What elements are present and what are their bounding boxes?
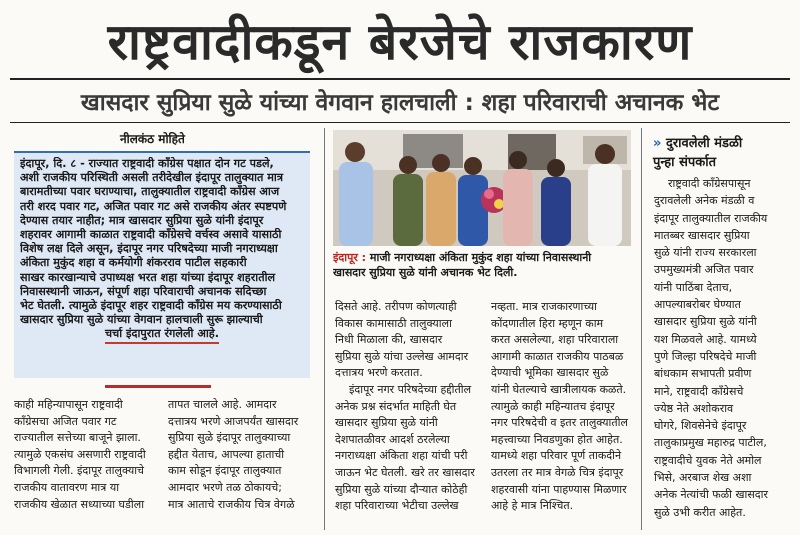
body-line: मात्र आताचे राजकीय चित्र वेगळे bbox=[168, 497, 295, 511]
sidebar-heading bbox=[653, 134, 791, 172]
body-line: खासदार सुप्रिया सुळे यांनी bbox=[654, 315, 757, 329]
body-column-4 bbox=[491, 299, 635, 515]
body-line: तापत चालले आहे. आमदार bbox=[168, 398, 277, 411]
body-line: राष्ट्रवादीचे युवक नेते अमोल bbox=[654, 453, 762, 467]
sidebar-column bbox=[654, 175, 794, 521]
body-line: सुळे उभी करीत आहेत. bbox=[654, 505, 746, 519]
subheadline: खासदार सुप्रिया सुळे यांच्या वेगवान हालचाली : शहा परिवाराची अचानक भेट bbox=[80, 90, 720, 116]
group-photo-image bbox=[333, 130, 631, 246]
lead-line: साखर कारखान्याचे उपाध्यक्ष भरत शहा यांच्या इंदापूर शहरातील bbox=[20, 270, 276, 284]
sidebar-heading-line: दुरावलेली मंडळी bbox=[665, 136, 743, 151]
lead-line: बारामतीच्या पवार घराण्याचा, तालुक्यातील राष्ट्रवादी कॉंग्रेस आज bbox=[20, 185, 280, 199]
body-line: ज्येष्ठ नेते अशोकराव bbox=[654, 401, 734, 415]
lead-paragraph bbox=[14, 151, 310, 378]
body-line: नव्हता. मात्र राजकारणाच्या bbox=[491, 300, 597, 313]
body-line: तालुकाप्रमुख महारुद्र पाटील, bbox=[654, 436, 767, 450]
body-line: हद्दीत येताच, आपल्या हाताची bbox=[168, 447, 285, 461]
body-line: देण्याची भूमिका खासदार सुळे bbox=[491, 366, 609, 380]
body-line: करत असलेल्या, शहा परिवाराला bbox=[491, 333, 619, 347]
body-line: उपमुख्यमंत्री अजित पवार bbox=[654, 263, 754, 277]
body-line: सुप्रिया सुळे यांचा उल्लेख आमदार bbox=[335, 349, 469, 363]
body-line: त्यामुळे एकसंघ असणारी राष्ट्रवादी bbox=[14, 447, 146, 461]
subhead-rule bbox=[10, 122, 790, 123]
caption-place: इंदापूर : bbox=[333, 251, 367, 264]
body-line: इंदापूर तालुक्यातील राजकीय bbox=[654, 211, 768, 225]
column-divider bbox=[641, 128, 642, 530]
lead-line: इंदापूर, दि. ८ - राज्यात राष्ट्रवादी कॉंग्रेस पक्षात दोन गट पडले, bbox=[20, 157, 274, 170]
body-line: राज्यातील सत्तेच्या बाजूने झाला. bbox=[14, 431, 141, 445]
body-line: भिसे, अरबाज शेख अशा bbox=[654, 471, 752, 485]
body-column-3 bbox=[335, 299, 483, 515]
lead-line: शहरावर आगामी काळात राष्ट्रवादी कॉंग्रेसचे वर्चस्व असावे यासाठी bbox=[20, 228, 282, 242]
caption-line: माजी नगराध्यक्षा अंकिता मुकुंद शहा यांच्या निवासस्थानी bbox=[369, 251, 592, 264]
body-line: राजकीय वातावरण मात्र या bbox=[14, 480, 120, 494]
body-line: सुप्रिया सुळे इंदापूर तालुक्याच्या bbox=[168, 431, 291, 445]
body-line: शहा परिवाराच्या भेटीचा उल्लेख bbox=[335, 499, 459, 513]
body-line: विकास कामासाठी तालुक्याला bbox=[335, 316, 452, 330]
lead-line: तरी शरद पवार गट, अजित पवार गट असे राजकीय अंतर स्पष्टपणे bbox=[20, 199, 287, 213]
body-line: दत्तात्रय भरणे आजपर्यंत खासदार bbox=[168, 414, 299, 428]
byline: नीलकंठ मोहिते bbox=[120, 132, 185, 146]
body-line: यांनी पाठिंबा देताच, bbox=[654, 280, 733, 294]
body-line: दिसते आहे. तरीपण कोणत्याही bbox=[335, 300, 457, 313]
body-line: पुणे जिल्हा परिषदेचे माजी bbox=[654, 349, 757, 363]
body-line: मातब्बर खासदार सुप्रिया bbox=[654, 228, 750, 242]
lead-line: निवासस्थानी जाऊन, संपूर्ण शहा परिवाराची अचानक सदिच्छा bbox=[20, 284, 267, 298]
body-line: बांधकाम सभापती प्रवीण bbox=[654, 367, 752, 381]
body-line: घोगरे, शिवसेनेचे इंदापूर bbox=[654, 419, 747, 433]
body-line: कोंदणातील हिरा म्हणून काम bbox=[491, 316, 604, 330]
body-line: नगराध्यक्षा अंकिता शहा यांची परी bbox=[335, 449, 468, 463]
headline-rule bbox=[10, 78, 790, 80]
body-line: महत्त्वाच्या निवडणुका होत आहेत. bbox=[491, 432, 623, 446]
body-line: इंदापूर नगर परिषदेच्या हद्दीतील bbox=[349, 382, 472, 396]
lead-line: खासदार सुप्रिया सुळे यांच्या वेगवान हालचाली सुरू झाल्याची bbox=[20, 313, 263, 327]
body-line: कॉंग्रेसचा अजित पवार गट bbox=[14, 414, 117, 428]
body-line: विभागली गेली. इंदापूर तालुक्याचे bbox=[14, 464, 145, 478]
news-photo bbox=[333, 130, 631, 246]
body-line: आमदार भरणे तळ ठोकायचे; bbox=[168, 480, 282, 494]
body-line: त्यामुळे काही महिन्यातच इंदापूर bbox=[491, 399, 615, 413]
body-line: खासदार सुप्रिया सुळे यांनी bbox=[335, 416, 438, 430]
body-line: निधी मिळाला की, खासदार bbox=[335, 333, 443, 347]
body-line: सुळे यांनी राज्य सरकारला bbox=[654, 246, 757, 260]
body-line: काम सोडून इंदापूर तालुक्यात bbox=[168, 464, 282, 478]
decorative-rule bbox=[105, 385, 211, 388]
lead-line: चर्चा इंदापुरात रंगलेली आहे. bbox=[105, 327, 219, 343]
caption-line: खासदार सुप्रिया सुळे यांनी अचानक भेट दिली. bbox=[333, 266, 518, 279]
body-line: काही महिन्यापासून राष्ट्रवादी bbox=[14, 398, 123, 411]
body-line: माने, राष्ट्रवादी कॉंग्रेसचे bbox=[654, 384, 744, 398]
lead-line: भेट घेतली. त्यामुळे इंदापूर शहर राष्ट्रवादी कॉंग्रेस मय करण्यासाठी bbox=[20, 299, 282, 313]
body-line: सुप्रिया सुळे यांच्या दौऱ्यात कोठेही bbox=[335, 482, 468, 496]
body-line: देशपातळीवर आदर्श ठरलेल्या bbox=[335, 432, 450, 446]
photo-caption bbox=[333, 250, 631, 280]
body-line: यांनी घेतल्याचे खात्रीलायक कळते. bbox=[491, 382, 627, 396]
body-line: आगामी काळात राजकीय पाठबळ bbox=[491, 349, 624, 363]
body-line: दुरावलेली अनेक मंडळी व bbox=[654, 194, 755, 208]
headline: राष्ट्रवादीकडून बेरजेचे राजकारण bbox=[107, 13, 693, 71]
lead-line: अंकिता मुकुंद शहा व कर्मयोगी शंकरराव पाटील सहकारी bbox=[20, 256, 247, 270]
body-column-2 bbox=[168, 397, 318, 513]
body-line: शहरवासी यांना पाहण्यास मिळणार bbox=[491, 482, 627, 496]
body-line: अनेक नेत्यांची फळी खासदार bbox=[654, 488, 768, 502]
body-line: यामध्ये शहा परिवार पूर्ण ताकदीने bbox=[491, 449, 622, 463]
body-column-1 bbox=[14, 397, 160, 513]
body-line: यश मिळवले आहे. यामध्ये bbox=[654, 332, 757, 346]
body-line: नगर परिषदेची व इतर तालुक्यातील bbox=[491, 416, 628, 430]
body-line: अनेक प्रश्न संदर्भात माहिती घेत bbox=[335, 399, 457, 413]
lead-line: विशेष लक्ष दिले असून, इंदापूर नगर परिषदेच्या माजी नगराध्यक्षा bbox=[20, 242, 278, 256]
body-line: जाऊन भेट घेतली. खरे तर खासदार bbox=[335, 465, 475, 479]
lead-line: देण्यास तयार नाहीत; मात्र खासदार सुप्रिया सुळे यांनी इंदापूर bbox=[20, 213, 264, 227]
body-line: दत्तात्रय भरणे करतात. bbox=[335, 366, 423, 380]
body-line: राष्ट्रवादी कॉंग्रेसपासून bbox=[668, 177, 751, 190]
double-chevron-icon: » bbox=[653, 136, 662, 151]
column-divider bbox=[324, 128, 325, 530]
body-line: आहे हे मात्र निश्चित. bbox=[491, 499, 574, 513]
body-line: राजकीय खेळात सध्याच्या घडीला bbox=[14, 497, 145, 511]
body-line: उतरला तर मात्र वेगळे चित्र इंदापूर bbox=[491, 465, 624, 479]
lead-line: अशी राजकीय परिस्थिती असली तरीदेखील इंदापूर तालुक्यात मात्र bbox=[20, 171, 283, 185]
sidebar-heading-line: पुन्हा संपर्कात bbox=[653, 155, 716, 170]
body-line: आपल्याबरोबर घेण्यात bbox=[654, 298, 741, 312]
